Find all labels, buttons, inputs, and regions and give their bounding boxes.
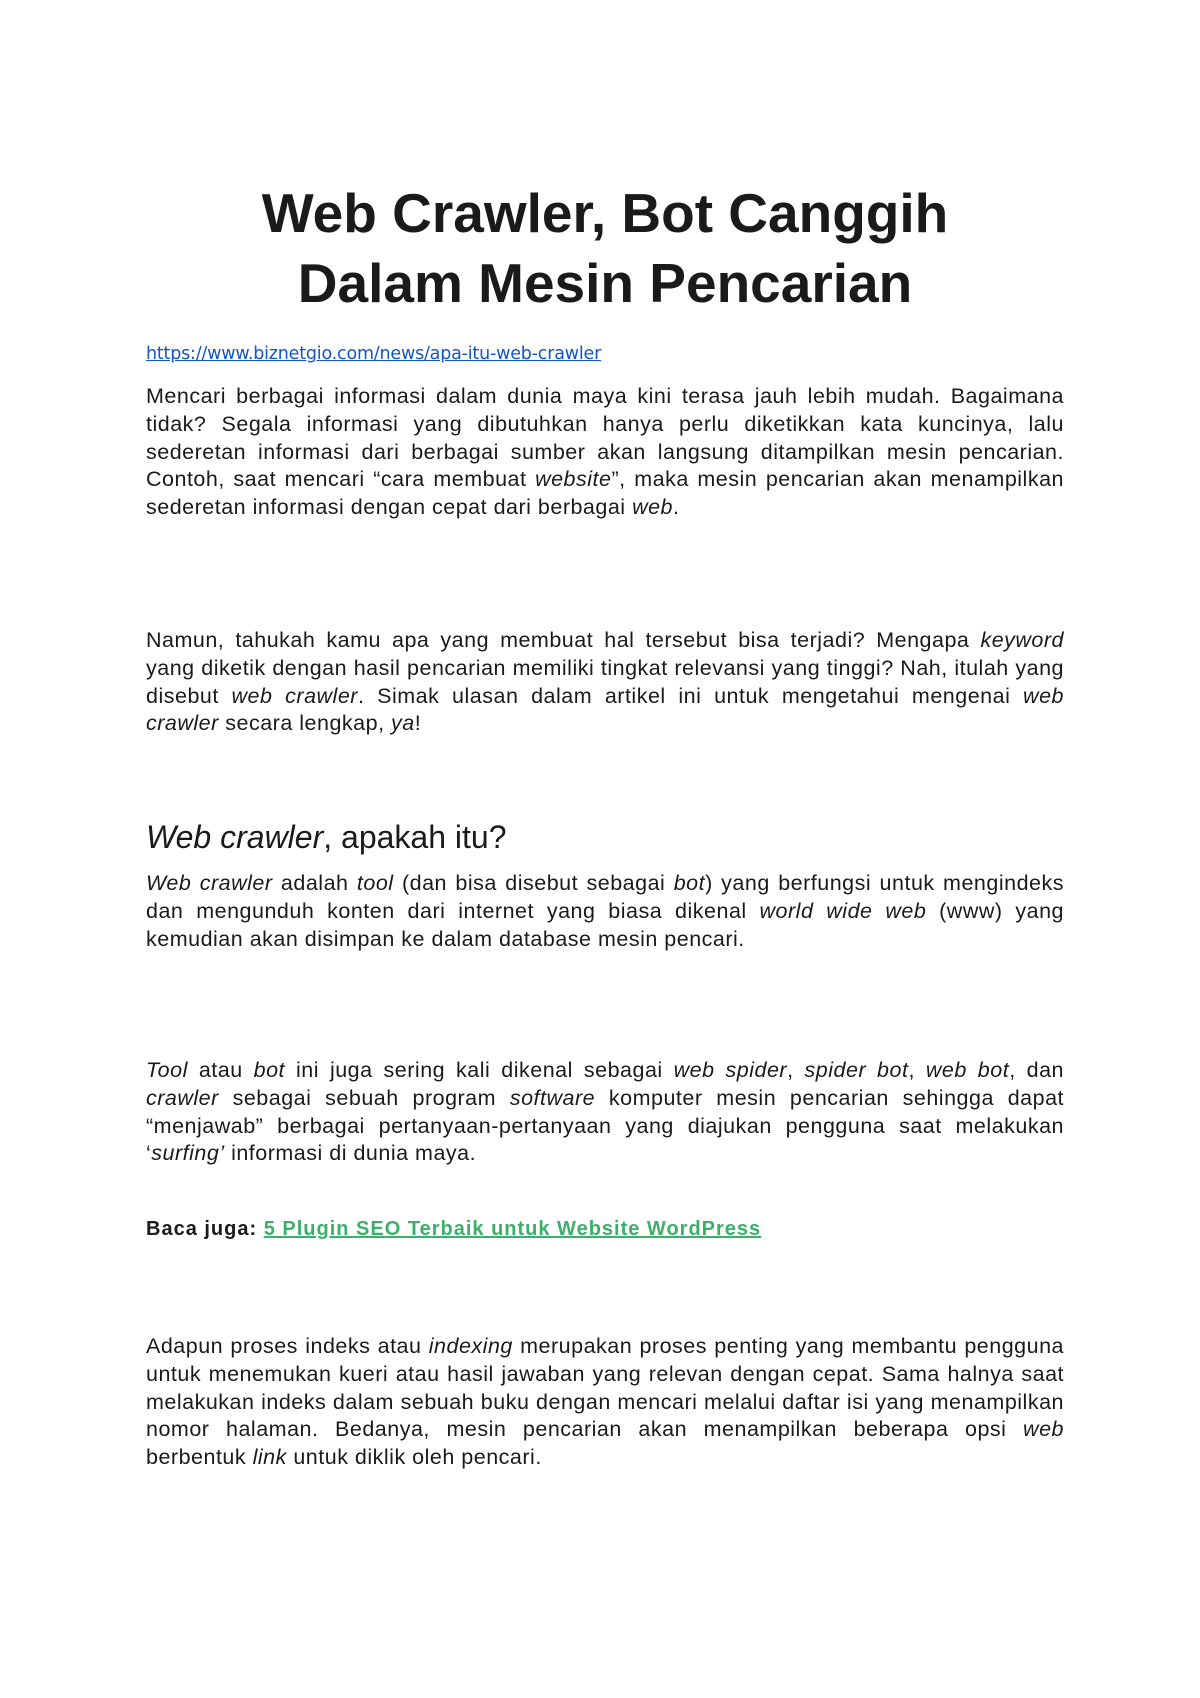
paragraph-indexing: Adapun proses indeks atau indexing merupakan proses penting yang membantu pengguna untuk menemukan kueri atau hasil jawaban yang relevan dengan cepat. Sama halnya saat melakukan indeks dalam sebuah buku dengan mencari melalui daftar isi yang menampilkan nomor halaman. Bedanya, mesin pencarian akan menampilkan beberapa opsi web berbentuk link untuk diklik oleh pencari. xyxy=(146,1334,1064,1470)
paragraph-question: Namun, tahukah kamu apa yang membuat hal tersebut bisa terjadi? Mengapa keyword yang diketik dengan hasil pencarian memiliki tingkat relevansi yang tinggi? Nah, itulah yang disebut web crawler. Simak ulasan dalam artikel ini untuk mengetahui mengenai web crawler secara lengkap, ya! xyxy=(146,628,1064,736)
source-url-link[interactable]: https://www.biznetgio.com/news/apa-itu-web-crawler xyxy=(146,344,602,364)
paragraph-intro: Mencari berbagai informasi dalam dunia maya kini terasa jauh lebih mudah. Bagaimana tidak? Segala informasi yang dibutuhkan hanya perlu diketikkan kata kuncinya, lalu sederetan informasi dari berbagai sumber akan langsung ditampilkan mesin pencarian. Contoh, saat mencari “cara membuat website”, maka mesin pencarian akan menampilkan sederetan informasi dengan cepat dari berbagai web. xyxy=(146,384,1064,520)
read-more-label: Baca juga: xyxy=(146,1218,258,1240)
read-more-link[interactable]: 5 Plugin SEO Terbaik untuk Website WordPress xyxy=(263,1218,762,1240)
paragraph-aliases: Tool atau bot ini juga sering kali dikenal sebagai web spider, spider bot, web bot, dan crawler sebagai sebuah program software komputer mesin pencarian sehingga dapat “menjawab” berbagai pertanyaan-pertanyaan yang diajukan pengguna saat melakukan ‘surfing’ informasi di dunia maya. xyxy=(146,1058,1064,1166)
read-more xyxy=(146,1218,761,1241)
section-heading: Web crawler, apakah itu? xyxy=(146,819,507,855)
title-line-1: Web Crawler, Bot Canggih xyxy=(261,182,949,244)
title-line-2: Dalam Mesin Pencarian xyxy=(297,252,913,314)
article-title xyxy=(146,178,1064,318)
paragraph-definition: Web crawler adalah tool (dan bisa disebut sebagai bot) yang berfungsi untuk mengindeks dan mengunduh konten dari internet yang biasa dikenal world wide web (www) yang kemudian akan disimpan ke dalam database mesin pencari. xyxy=(146,871,1065,951)
